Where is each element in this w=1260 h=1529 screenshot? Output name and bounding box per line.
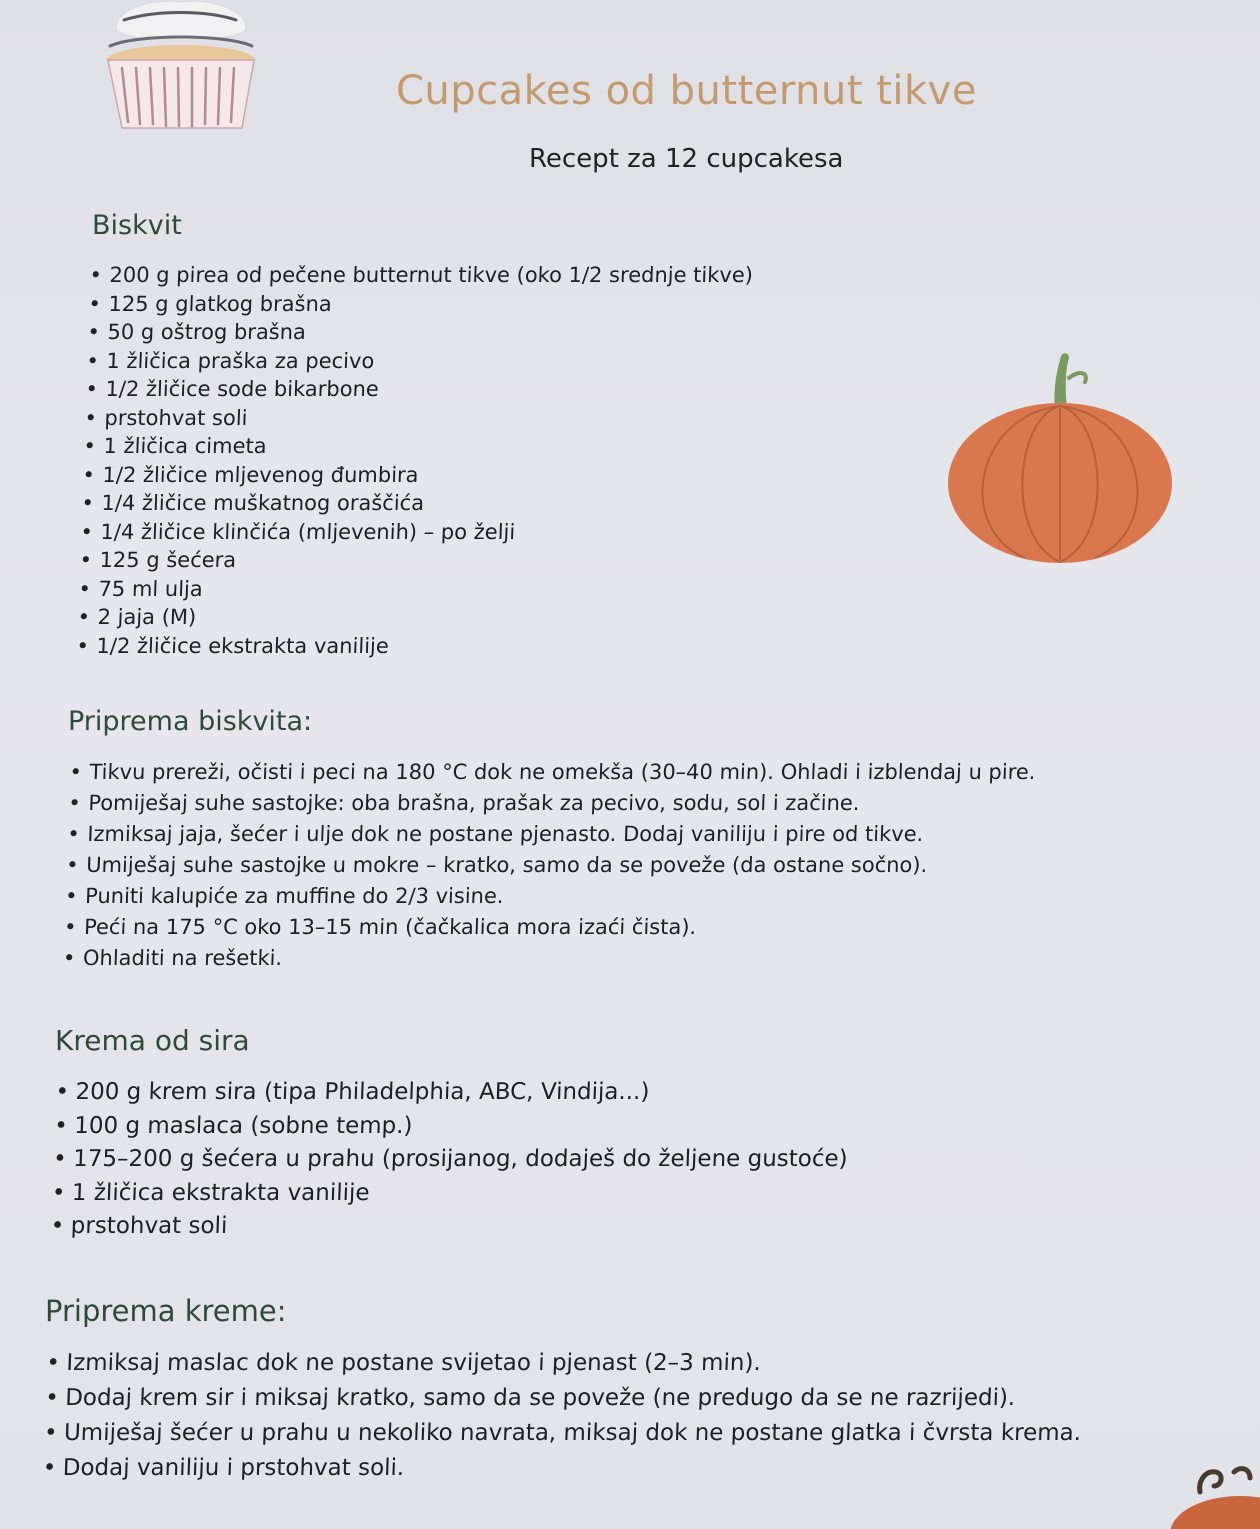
list-item: • 1 žličica praška za pecivo xyxy=(106,347,750,376)
list-item: • 75 ml ulja xyxy=(98,575,742,604)
priprema-kreme-steps xyxy=(62,1346,1084,1486)
list-item: • 200 g pirea od pečene butternut tikve (oko 1/2 srednje tikve) xyxy=(109,261,753,290)
list-item: • 1/4 žličice klinčića (mljevenih) – po želji xyxy=(100,518,744,547)
list-item: • 1 žličica ekstrakta vanilije xyxy=(71,1177,847,1211)
list-item: • Ohladiti na rešetki. xyxy=(82,943,1029,974)
list-item: • 100 g maslaca (sobne temp.) xyxy=(74,1110,850,1144)
list-item: • Izmiksaj jaja, šećer i ulje dok ne postane pjenasto. Dodaj vaniliju i pire od tikve. xyxy=(87,819,1034,850)
section-heading-priprema-kreme: Priprema kreme: xyxy=(45,1294,287,1328)
cupcake-icon xyxy=(96,0,266,140)
page-subtitle: Recept za 12 cupcakesa xyxy=(529,144,844,174)
pumpkin-partial-icon xyxy=(1150,1462,1260,1529)
list-item: • Umiješaj šećer u prahu u nekoliko navrata, miksaj dok ne postane glatka i čvrsta krema. xyxy=(63,1416,1081,1451)
list-item: • 175–200 g šećera u prahu (prosijanog, dodaješ do željene gustoće) xyxy=(72,1143,848,1177)
section-heading-krema: Krema od sira xyxy=(55,1024,250,1057)
list-item: • Puniti kalupiće za muffine do 2/3 visine. xyxy=(85,881,1032,912)
list-item: • 125 g šećera xyxy=(99,546,743,575)
list-item: • 1/2 žličice sode bikarbone xyxy=(105,375,749,404)
list-item: • Dodaj vaniliju i prstohvat soli. xyxy=(62,1451,1080,1486)
list-item: • 2 jaja (M) xyxy=(97,603,741,632)
list-item: • Umiješaj suhe sastojke u mokre – kratko, samo da se poveže (da ostane sočno). xyxy=(86,850,1033,881)
list-item: • Pomiješaj suhe sastojke: oba brašna, prašak za pecivo, sodu, sol i začine. xyxy=(88,788,1035,819)
list-item: • prstohvat soli xyxy=(70,1210,846,1244)
biskvit-ingredient-list xyxy=(96,261,753,660)
list-item: • Dodaj krem sir i miksaj kratko, samo da se poveže (ne predugo da se ne razrijedi). xyxy=(65,1381,1083,1416)
list-item: • prstohvat soli xyxy=(104,404,748,433)
section-heading-biskvit: Biskvit xyxy=(92,210,182,241)
list-item: • 50 g oštrog brašna xyxy=(107,318,751,347)
list-item: • 200 g krem sira (tipa Philadelphia, ABC, Vindija...) xyxy=(75,1076,851,1110)
list-item: • 1/4 žličice muškatnog oraščića xyxy=(101,489,745,518)
pumpkin-icon xyxy=(945,348,1175,568)
list-item: • 1/2 žličice mljevenog đumbira xyxy=(102,461,746,490)
page-title: Cupcakes od butternut tikve xyxy=(396,68,977,114)
krema-ingredient-list xyxy=(70,1076,850,1244)
section-heading-priprema-biskvita: Priprema biskvita: xyxy=(68,706,313,737)
list-item: • 125 g glatkog brašna xyxy=(108,290,752,319)
list-item: • 1/2 žličice ekstrakta vanilije xyxy=(96,632,740,661)
priprema-biskvita-steps xyxy=(82,757,1036,974)
list-item: • Izmiksaj maslac dok ne postane svijetao i pjenast (2–3 min). xyxy=(66,1346,1084,1381)
list-item: • Peći na 175 °C oko 13–15 min (čačkalica mora izaći čista). xyxy=(84,912,1031,943)
list-item: • Tikvu prereži, očisti i peci na 180 °C dok ne omekša (30–40 min). Ohladi i izblendaj u pire. xyxy=(89,757,1036,788)
list-item: • 1 žličica cimeta xyxy=(103,432,747,461)
